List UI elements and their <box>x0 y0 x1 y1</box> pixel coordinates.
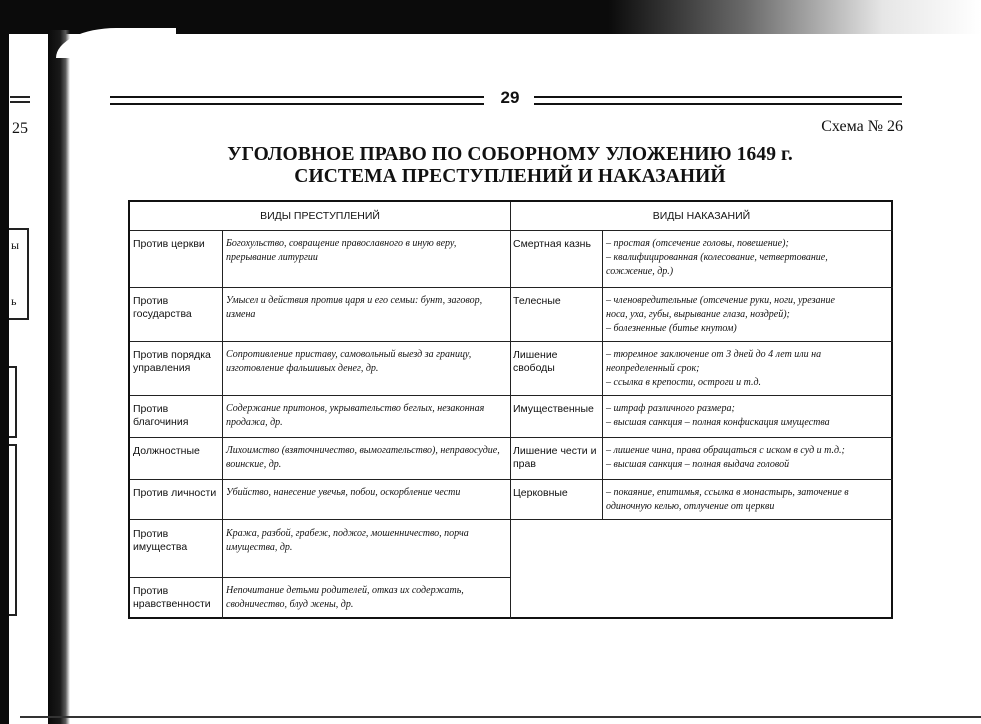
punishments-header: ВИДЫ НАКАЗАНИЙ <box>652 210 751 222</box>
punishment-type: Лишение чести и прав <box>513 445 597 470</box>
punishment-details <box>602 231 892 279</box>
punishment-line: неопределенный срок; <box>606 363 700 374</box>
table-rule <box>130 395 893 396</box>
table-rule <box>130 437 893 438</box>
scan-shadow-left <box>0 0 9 724</box>
punishment-line: – покаяние, епитимья, ссылка в монастырь, заточение в <box>606 487 849 498</box>
schema-label: Схема № 26 <box>821 118 903 135</box>
punishment-line: сожжение, др.) <box>606 266 674 277</box>
scan-bottom-edge <box>20 716 981 718</box>
previous-page-box <box>9 228 29 320</box>
crime-category: Должностные <box>133 445 200 457</box>
crime-category: Против благочиния <box>133 403 189 428</box>
punishment-line: – высшая санкция – полная конфискация имущества <box>606 417 830 428</box>
table-rule <box>222 230 223 619</box>
crime-category: Против нравственности <box>133 585 211 610</box>
punishment-details <box>602 342 892 390</box>
punishment-line: одиночную келью, отлучение от церкви <box>606 501 775 512</box>
punishment-line: – квалифицированная (колесование, четвертование, <box>606 252 828 263</box>
header-rule-left <box>110 96 484 105</box>
punishment-type: Церковные <box>513 487 568 499</box>
punishment-line: – лишение чина, права обращаться с иском в суд и т.д.; <box>606 445 845 456</box>
table-rule <box>130 230 893 231</box>
crime-description: Умысел и действия против царя и его семьи: бунт, заговор, измена <box>226 295 483 320</box>
previous-page-rule <box>10 96 30 98</box>
page-title-line2: СИСТЕМА ПРЕСТУПЛЕНИЙ И НАКАЗАНИЙ <box>294 166 726 187</box>
crime-description: Убийство, нанесение увечья, побои, оскорбление чести <box>226 487 461 498</box>
table-rule <box>130 519 893 520</box>
crime-description: Кража, разбой, грабеж, поджог, мошенничество, порча имущества, др. <box>226 528 469 553</box>
crimes-punishments-table <box>128 200 893 619</box>
previous-page-rule <box>10 101 30 103</box>
previous-page-fragment: ы <box>11 238 20 252</box>
punishment-type: Имущественные <box>513 403 594 415</box>
table-rule <box>130 479 893 480</box>
punishment-type: Смертная казнь <box>513 238 591 250</box>
previous-page-number: 25 <box>12 120 28 137</box>
punishment-line: носа, уха, губы, вырывание глаза, ноздрей); <box>606 309 790 320</box>
punishment-type: Лишение свободы <box>513 349 558 374</box>
punishment-details <box>602 438 892 472</box>
previous-page-fragment: ь <box>11 294 17 308</box>
table-rule <box>510 202 511 619</box>
punishment-line: – простая (отсечение головы, повешение); <box>606 238 789 249</box>
crime-description: Непочитание детьми родителей, отказ их содержать, сводничество, блуд жены, др. <box>226 585 464 610</box>
header-rule-right <box>534 96 902 105</box>
punishment-line: – высшая санкция – полная выдача головой <box>606 459 790 470</box>
table-rule <box>130 577 510 578</box>
punishment-details <box>602 288 892 336</box>
punishment-line: – тюремное заключение от 3 дней до 4 лет или на <box>606 349 822 360</box>
page-number: 29 <box>500 88 520 107</box>
crime-description: Богохульство, совращение православного в иную веру, прерывание литургии <box>226 238 457 263</box>
crimes-header: ВИДЫ ПРЕСТУПЛЕНИЙ <box>260 210 380 222</box>
punishment-line: – болезненные (битье кнутом) <box>606 323 737 334</box>
punishment-type: Телесные <box>513 295 561 307</box>
crime-category: Против порядка управления <box>133 349 211 374</box>
punishment-line: – штраф различного размера; <box>606 403 735 414</box>
table-rule <box>130 341 893 342</box>
punishment-details <box>602 480 892 514</box>
book-spine-shadow <box>48 30 70 724</box>
crime-description: Сопротивление приставу, самовольный выезд за границу, изготовление фальшивых денег, др. <box>226 349 472 374</box>
crime-category: Против имущества <box>133 528 188 553</box>
crime-category: Против государства <box>133 295 192 320</box>
crime-description: Содержание притонов, укрывательство беглых, незаконная продажа, др. <box>226 403 485 428</box>
crime-description: Лихоимство (взяточничество, вымогательство), неправосудие, воинские, др. <box>226 445 500 470</box>
punishment-line: – ссылка в крепости, остроги и т.д. <box>606 377 762 388</box>
punishment-line: – членовредительные (отсечение руки, ноги, урезание <box>606 295 835 306</box>
previous-page-box <box>9 444 17 616</box>
crime-category: Против личности <box>133 487 217 499</box>
crime-category: Против церкви <box>133 238 205 250</box>
table-rule <box>130 287 893 288</box>
previous-page-box <box>9 366 17 438</box>
page-title-line1: УГОЛОВНОЕ ПРАВО ПО СОБОРНОМУ УЛОЖЕНИЮ 1649 г. <box>227 144 793 165</box>
table-rule <box>602 230 603 519</box>
punishment-details <box>602 396 892 430</box>
